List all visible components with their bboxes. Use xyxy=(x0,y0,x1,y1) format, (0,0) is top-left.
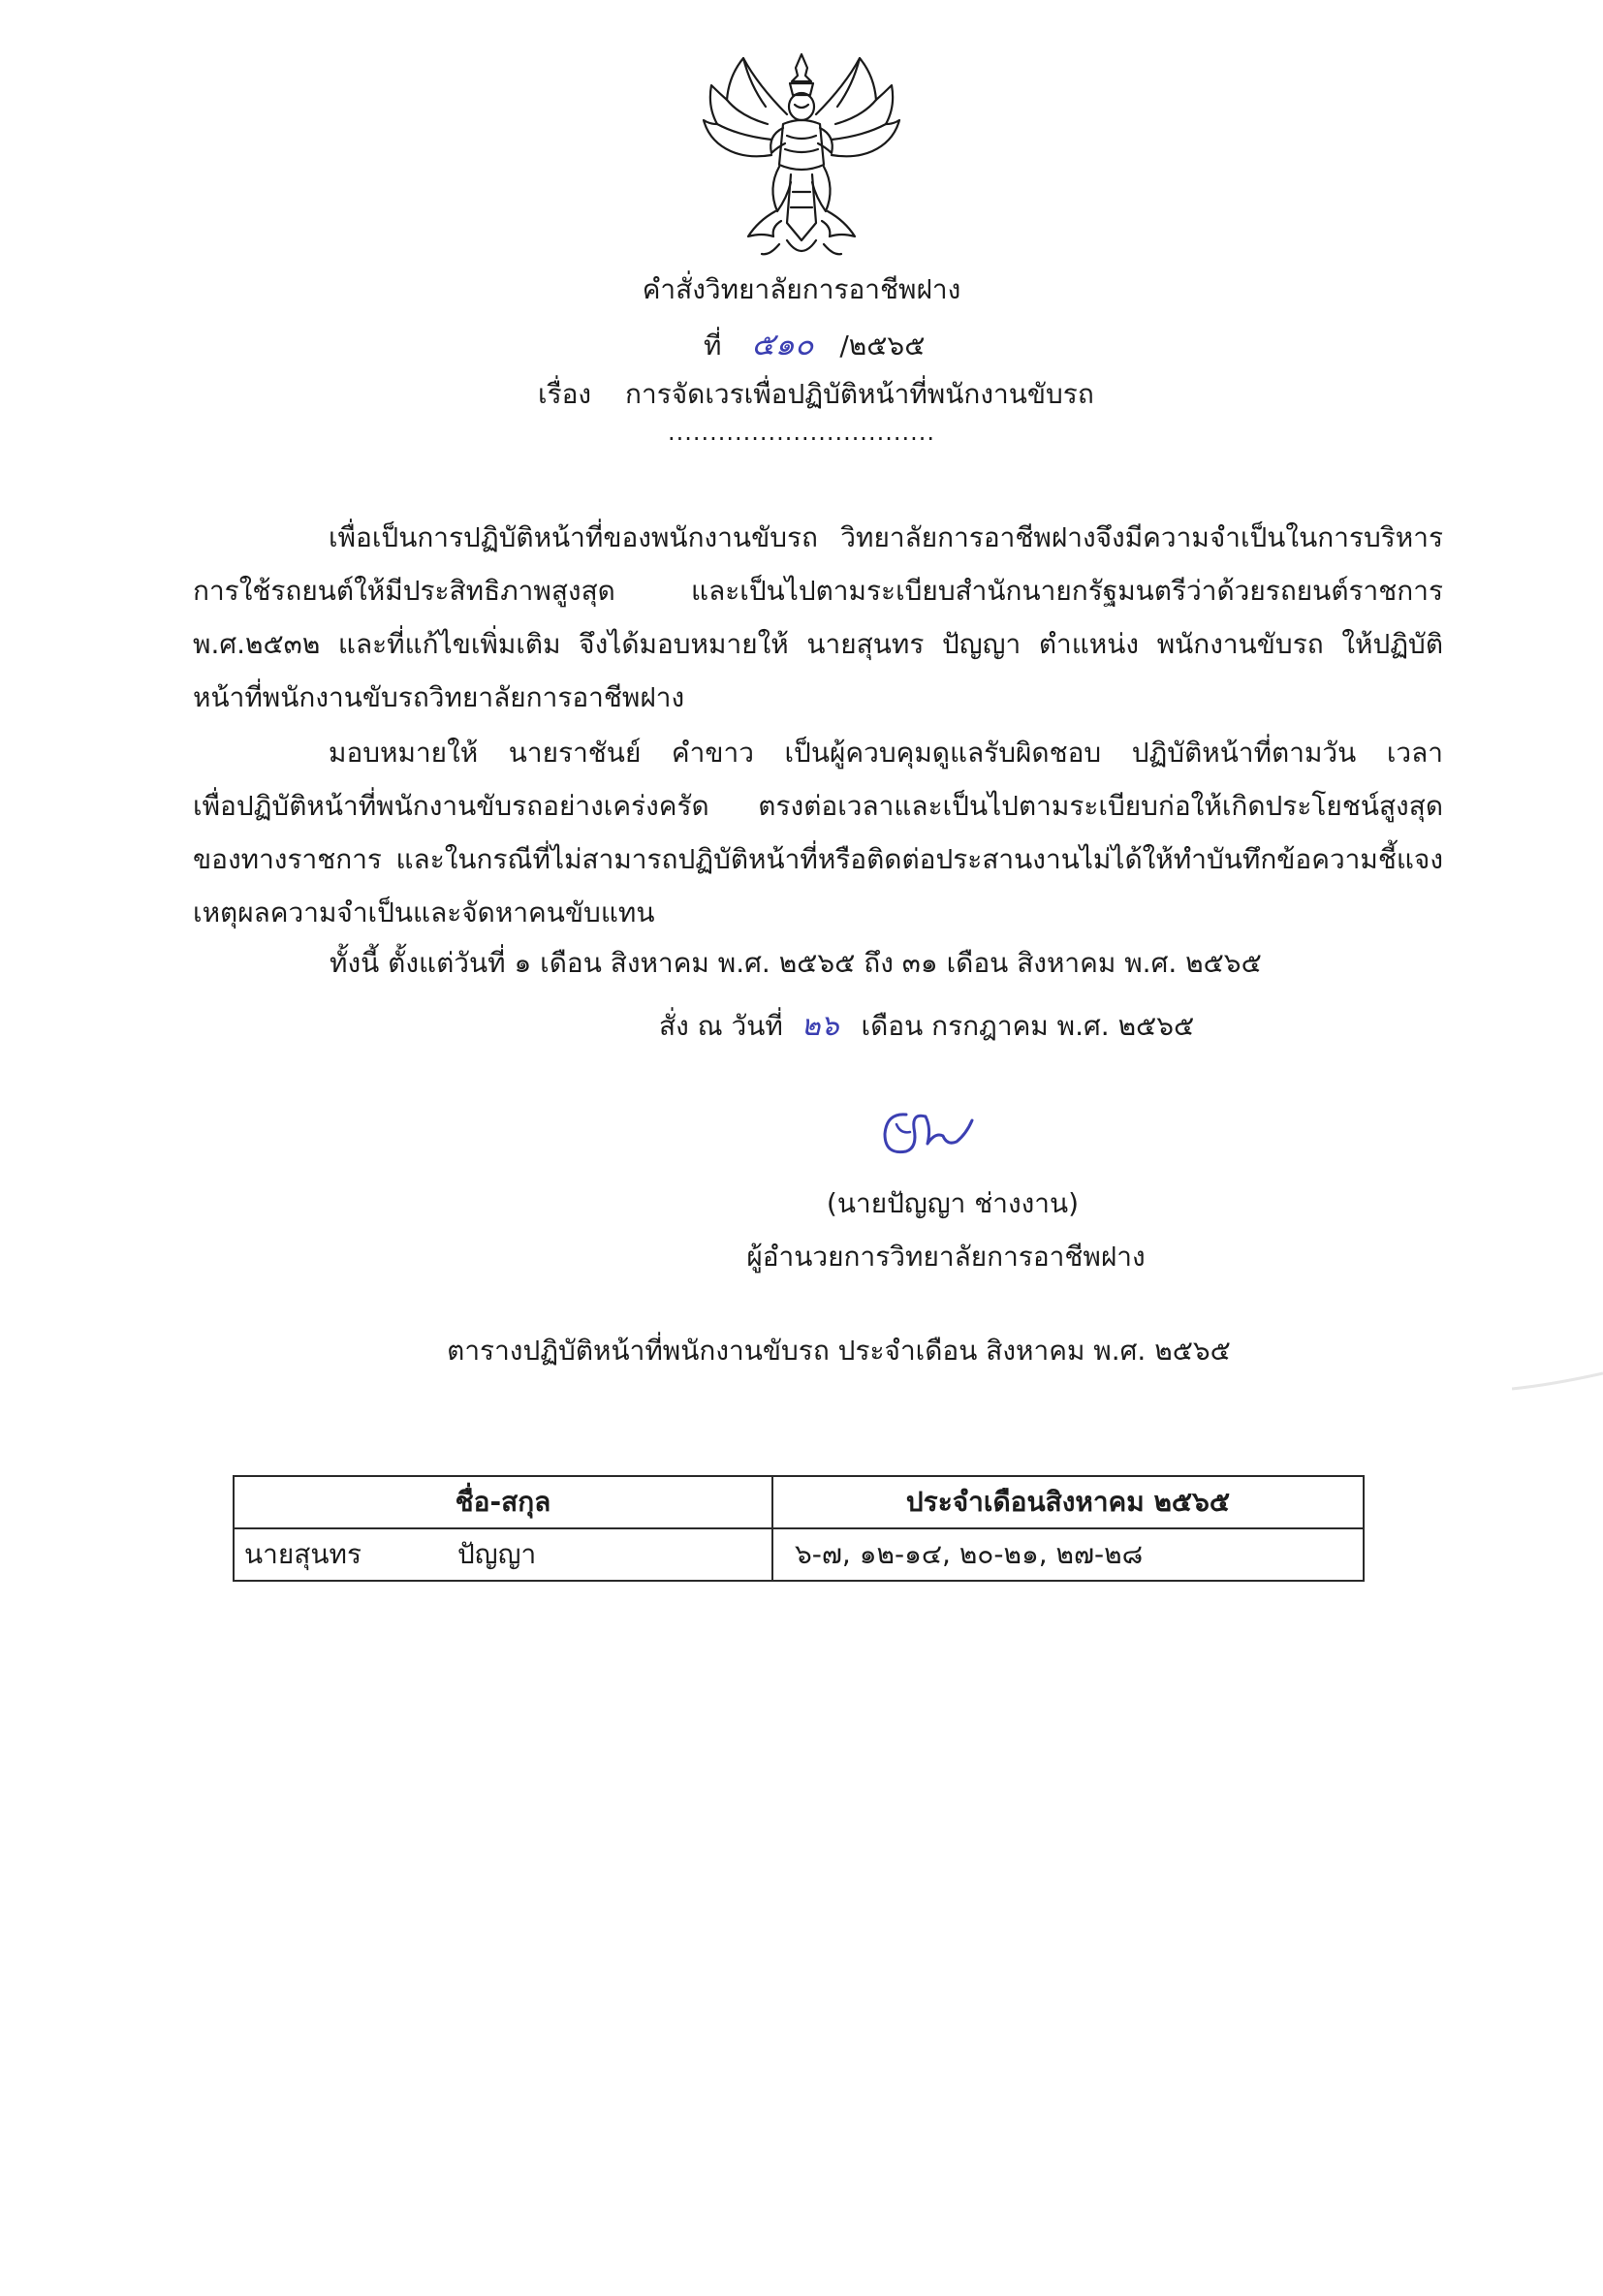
garuda-emblem-icon xyxy=(690,47,913,265)
paragraph-line: การใช้รถยนต์ให้มีประสิทธิภาพสูงสุด และเป็นไปตามระเบียบสำนักนายกรัฐมนตรีว่าด้วยรถยนต์ราชการ xyxy=(193,575,1443,607)
table-row xyxy=(234,1528,1364,1581)
order-date xyxy=(659,1003,1194,1049)
driver-first-name: นายสุนทร xyxy=(244,1538,361,1570)
director-signature xyxy=(867,1095,993,1173)
order-subject xyxy=(538,373,1094,416)
page-crease xyxy=(1512,1371,1603,1391)
paragraph-line: เหตุผลความจำเป็นและจัดหาคนขับแทน xyxy=(193,896,655,928)
duty-roster-table xyxy=(233,1475,1365,1582)
order-date-day: ๒๖ xyxy=(801,1009,839,1043)
order-number xyxy=(704,320,925,369)
paragraph-line: ของทางราชการ และในกรณีที่ไม่สามารถปฏิบัติหน้าที่หรือติดต่อประสานงานไม่ได้ให้ทำบันทึกข้อความชี้แจง xyxy=(193,843,1443,875)
order-date-suffix: เดือน กรกฎาคม พ.ศ. ๒๕๖๕ xyxy=(861,1010,1195,1042)
paragraph-line: เพื่อเป็นการปฏิบัติหน้าที่ของพนักงานขับรถ วิทยาลัยการอาชีพฝางจึงมีความจำเป็นในการบริหาร xyxy=(329,521,1443,553)
order-title: คำสั่งวิทยาลัยการอาชีพฝาง xyxy=(642,273,961,305)
paragraph-line: มอบหมายให้ นายราชันย์ คำขาว เป็นผู้ควบคุมดูแลรับผิดชอบ ปฏิบัติหน้าที่ตามวัน เวลา xyxy=(329,737,1443,769)
paragraph-line: เพื่อปฏิบัติหน้าที่พนักงานขับรถอย่างเคร่งครัด ตรงต่อเวลาและเป็นไปตามระเบียบก่อให้เกิดประโยชน์สูงสุด xyxy=(193,790,1443,822)
paragraph-line: หน้าที่พนักงานขับรถวิทยาลัยการอาชีพฝาง xyxy=(193,681,685,713)
subject-label: เรื่อง xyxy=(538,378,592,410)
order-number-year: /๒๕๖๕ xyxy=(839,330,926,362)
order-date-prefix: สั่ง ณ วันที่ xyxy=(659,1010,783,1042)
paragraph-supervisor xyxy=(193,726,1443,939)
column-header-month: ประจำเดือนสิงหาคม ๒๕๖๕ xyxy=(772,1476,1364,1528)
duty-dates-cell: ๖-๗, ๑๒-๑๔, ๒๐-๒๑, ๒๗-๒๘ xyxy=(772,1528,1364,1581)
paragraph-line: พ.ศ.๒๕๓๒ และที่แก้ไขเพิ่มเติม จึงได้มอบหมายให้ นายสุนทร ปัญญา ตำแหน่ง พนักงานขับรถ ให้ปฏิบัติ xyxy=(193,628,1443,660)
column-header-name: ชื่อ-สกุล xyxy=(234,1476,772,1528)
subject-text: การจัดเวรเพื่อปฏิบัติหน้าที่พนักงานขับรถ xyxy=(625,378,1094,410)
driver-name-cell xyxy=(234,1528,772,1581)
order-number-label: ที่ xyxy=(704,330,722,362)
table-header-row xyxy=(234,1476,1364,1528)
order-number-value: ๕๑๐ xyxy=(751,326,814,362)
effective-period: ทั้งนี้ ตั้งแต่วันที่ ๑ เดือน สิงหาคม พ.ศ. ๒๕๖๕ ถึง ๓๑ เดือน สิงหาคม พ.ศ. ๒๕๖๕ xyxy=(330,947,1262,979)
signer-title: ผู้อำนวยการวิทยาลัยการอาชีพฝาง xyxy=(746,1241,1146,1273)
schedule-title: ตารางปฏิบัติหน้าที่พนักงานขับรถ ประจำเดือน สิงหาคม พ.ศ. ๒๕๖๕ xyxy=(447,1335,1231,1367)
driver-last-name: ปัญญา xyxy=(457,1538,537,1570)
paragraph-assignment xyxy=(193,511,1443,724)
signer-name: (นายปัญญา ช่างงาน) xyxy=(826,1187,1080,1219)
title-separator: ................................ xyxy=(667,419,936,446)
